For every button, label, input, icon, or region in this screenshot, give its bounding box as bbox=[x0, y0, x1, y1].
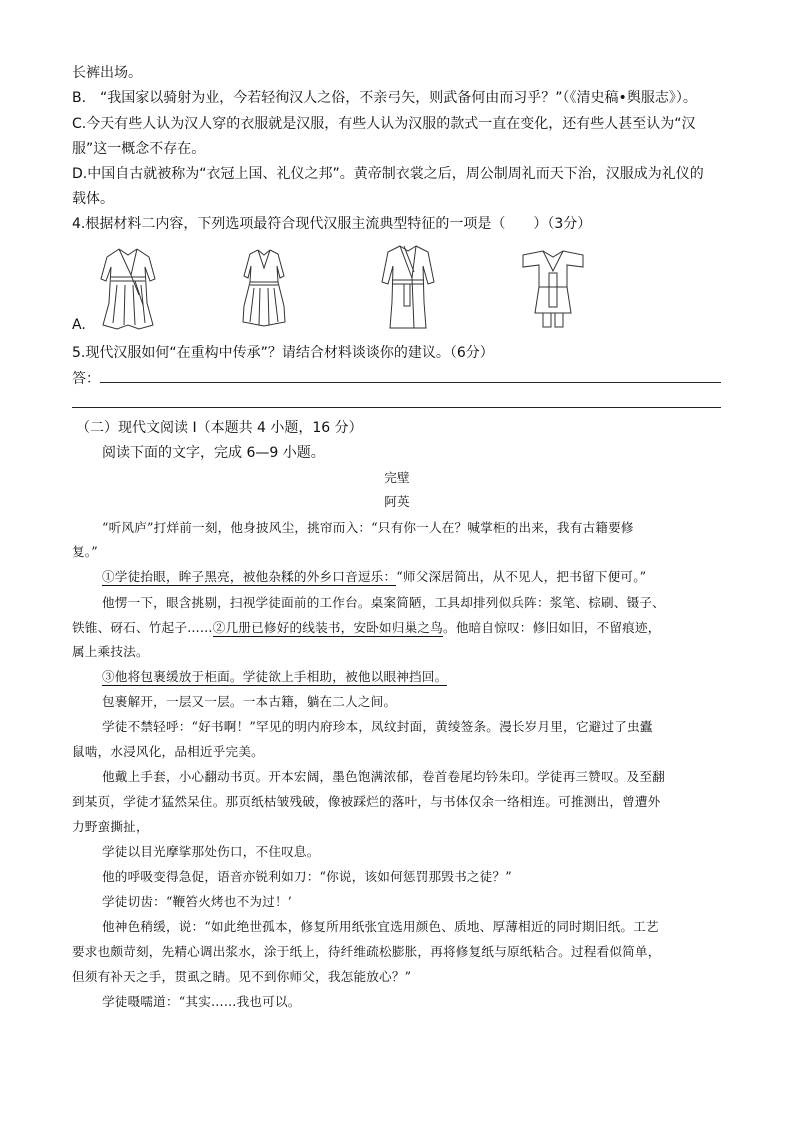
answer-label: 答： bbox=[72, 371, 100, 387]
story-title: 完壁 bbox=[384, 470, 410, 485]
q4-option-a-label: A. bbox=[72, 317, 86, 333]
paragraph-4 bbox=[102, 668, 447, 686]
paragraph-7-line-1: 他戴上手套，小心翻动书页。开本宏阔，墨色饱满浓郁，卷首卷尾均钤朱印。学徒再三赞叹。及至翻 bbox=[102, 769, 665, 784]
marked-sentence-3: ③他将包裹缓放于柜面。学徒欲上手相助，被他以眼神挡回。 bbox=[102, 669, 448, 684]
paragraph-5: 包裹解开，一层又一层。一本古籍，躺在二人之间。 bbox=[102, 694, 397, 709]
paragraph-2: ①学徒抬眼，眸子黑亮，被他杂糅的外乡口音逗乐：“师父深居简出，从不见人，把书留下便可。” bbox=[102, 569, 647, 584]
paragraph-6-line-2: 鼠啮，水浸风化，品相近乎完美。 bbox=[72, 744, 264, 759]
hanfu-illustration-3 bbox=[380, 242, 436, 332]
paragraph-11-line-1: 他神色稍缓，说：“如此绝世孤本，修复所用纸张宜选用颜色、质地、厚薄相近的同时期旧纸。工艺 bbox=[102, 919, 659, 934]
reading-instruction: 阅读下面的文字，完成 6—9 小题。 bbox=[102, 445, 325, 461]
paragraph-3-line-3: 属上乘技法。 bbox=[72, 644, 149, 659]
hanfu-illustration-2 bbox=[240, 246, 288, 328]
hanfu-illustration-4 bbox=[521, 247, 585, 329]
marked-sentence-1: ①学徒抬眼，眸子黑亮，被他杂糅的外乡口音逗乐： bbox=[102, 569, 397, 584]
question-5: 5.现代汉服如何“在重构中传承”？请结合材料谈谈你的建议。（6分） bbox=[72, 345, 494, 361]
option-b: B. “我国家以骑射为业，今若轻徇汉人之俗，不亲弓矢，则武备何由而习乎？”（《清史稿•舆服志》）。 bbox=[72, 90, 697, 106]
paragraph-11-line-2: 要求也颇苛刻，先精心调出浆水，涂于纸上，待纤维疏松膨胀，再将修复纸与原纸粘合。过程看似简单， bbox=[72, 944, 661, 959]
option-a-continuation: 长裤出场。 bbox=[72, 65, 142, 81]
paragraph-6-line-1: 学徒不禁轻呼：“好书啊！”罕见的明内府珍本，凤纹封面，黄绫签条。漫长岁月里，它避过了虫蠹 bbox=[102, 719, 653, 734]
option-c-line-1: C.今天有些人认为汉人穿的衣服就是汉服，有些人认为汉服的款式一直在变化，还有些人甚至认为“汉 bbox=[72, 116, 696, 132]
section-heading: （二）现代文阅读 I（本题共 4 小题，16 分） bbox=[76, 420, 363, 436]
marked-sentence-2: ②几册已修好的线装书，安卧如归巢之鸟 bbox=[212, 620, 444, 635]
answer-line-2[interactable] bbox=[72, 407, 721, 408]
option-d-line-2: 载体。 bbox=[72, 191, 114, 207]
paragraph-8: 学徒以目光摩挲那处伤口，不住叹息。 bbox=[102, 844, 320, 859]
paragraph-12: 学徒嗫嚅道：“其实……我也可以。 bbox=[102, 994, 301, 1009]
story-author: 阿英 bbox=[384, 494, 410, 509]
paragraph-3-line-2: 铁锥、砑石、竹起子……②几册已修好的线装书，安卧如归巢之鸟。他暗自惊叹：修旧如旧，不留痕迹， bbox=[72, 620, 661, 635]
paragraph-10: 学徒切齿：“鞭笞火烤也不为过！’ bbox=[102, 894, 292, 909]
paragraph-9: 他的呼吸变得急促，语音亦锐利如刀：“你说，该如何惩罚那毁书之徒？” bbox=[102, 869, 512, 884]
paragraph-7-line-3: 力野蛮撕扯， bbox=[72, 819, 149, 834]
option-c-line-2: 服”这一概念不存在。 bbox=[72, 141, 206, 157]
paragraph-7-line-2: 到某页，学徒才猛然呆住。那页纸枯皱残破，像被踩烂的落叶，与书体仅余一络相连。可推测出，曾遭外 bbox=[72, 794, 661, 809]
paragraph-1-line-1: “听风庐”打烊前一刻，他身披风尘，挑帘而入：“只有你一人在？喊掌柜的出来，我有古籍要修 bbox=[102, 520, 634, 535]
paragraph-3-line-1: 他愣一下，眼含挑剔，扫视学徒面前的工作台。桌案简陋，工具却排列似兵阵：浆笔、棕刷、镊子、 bbox=[102, 595, 665, 610]
paragraph-1-line-2: 复。” bbox=[72, 544, 98, 559]
paragraph-11-line-3: 但须有补天之手，贯虱之睛。见不到你师父，我怎能放心？” bbox=[72, 969, 412, 984]
option-d-line-1: D.中国自古就被称为“衣冠上国、礼仪之邦”。黄帝制衣裳之后，周公制周礼而天下治，汉服成为礼仪的 bbox=[72, 166, 704, 182]
question-4: 4.根据材料二内容，下列选项最符合现代汉服主流典型特征的一项是（ ）（3分） bbox=[72, 216, 592, 232]
answer-line-1[interactable] bbox=[100, 382, 721, 383]
hanfu-illustration-1 bbox=[95, 245, 161, 331]
